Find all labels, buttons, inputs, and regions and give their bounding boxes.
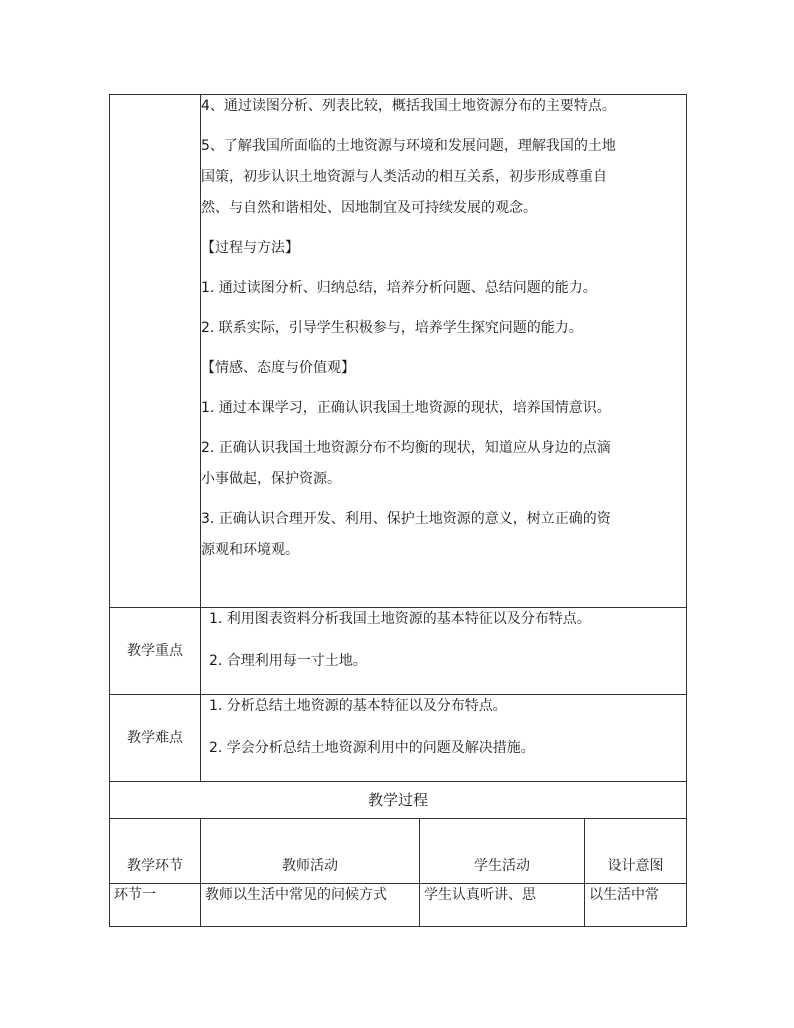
header-stage: 教学环节 bbox=[110, 819, 201, 884]
emotion-item-1: 1. 通过本课学习，正确认识我国土地资源的现状，培养国情意识。 bbox=[201, 400, 611, 416]
goal-item-5-line3: 然、与自然和谐相处、因地制宜及可持续发展的观念。 bbox=[201, 200, 537, 216]
difficult-point-1: 1. 分析总结土地资源的基本特征以及分布特点。 bbox=[209, 698, 507, 714]
goals-row bbox=[110, 95, 687, 608]
process-row bbox=[110, 884, 687, 927]
goals-content-cell bbox=[201, 95, 687, 608]
process-title: 教学过程 bbox=[110, 782, 687, 819]
header-student-activity: 学生活动 bbox=[420, 819, 585, 884]
emotion-heading: 【情感、态度与价值观】 bbox=[201, 360, 355, 376]
goal-item-4: 4、通过读图分析、列表比较，概括我国土地资源分布的主要特点。 bbox=[201, 98, 616, 114]
row-teacher-activity: 教师以生活中常见的问候方式 bbox=[201, 884, 420, 927]
goals-label-cell bbox=[110, 95, 201, 608]
emotion-item-2-line1: 2. 正确认识我国土地资源分布不均衡的现状，知道应从身边的点滴 bbox=[201, 440, 611, 456]
key-point-1: 1. 利用图表资料分析我国土地资源的基本特征以及分布特点。 bbox=[209, 611, 591, 627]
row-design-intent: 以生活中常 bbox=[585, 884, 687, 927]
process-header-row bbox=[110, 819, 687, 884]
key-point-2: 2. 合理利用每一寸土地。 bbox=[209, 653, 367, 669]
emotion-item-2-line2: 小事做起，保护资源。 bbox=[201, 471, 341, 487]
difficult-points-row bbox=[110, 695, 687, 782]
difficult-point-2: 2. 学会分析总结土地资源利用中的问题及解决措施。 bbox=[209, 740, 535, 756]
row-stage: 环节一 bbox=[110, 884, 201, 927]
difficult-points-label: 教学难点 bbox=[110, 695, 201, 782]
row-student-activity: 学生认真听讲、思 bbox=[420, 884, 585, 927]
key-points-label: 教学重点 bbox=[110, 608, 201, 695]
process-title-row bbox=[110, 782, 687, 819]
goal-item-5-line1: 5、了解我国所面临的土地资源与环境和发展问题，理解我国的土地 bbox=[201, 138, 616, 154]
process-item-2: 2. 联系实际，引导学生积极参与，培养学生探究问题的能力。 bbox=[201, 320, 583, 336]
key-points-row bbox=[110, 608, 687, 695]
difficult-points-content bbox=[201, 695, 687, 782]
header-teacher-activity: 教师活动 bbox=[201, 819, 420, 884]
key-points-content bbox=[201, 608, 687, 695]
emotion-item-3-line2: 源观和环境观。 bbox=[201, 542, 299, 558]
goal-item-5-line2: 国策，初步认识土地资源与人类活动的相互关系，初步形成尊重自 bbox=[201, 169, 607, 185]
emotion-item-3-line1: 3. 正确认识合理开发、利用、保护土地资源的意义，树立正确的资 bbox=[201, 511, 611, 527]
process-method-heading: 【过程与方法】 bbox=[201, 240, 299, 256]
lesson-plan-table bbox=[109, 94, 687, 927]
header-design-intent: 设计意图 bbox=[585, 819, 687, 884]
process-item-1: 1. 通过读图分析、归纳总结，培养分析问题、总结问题的能力。 bbox=[201, 280, 597, 296]
